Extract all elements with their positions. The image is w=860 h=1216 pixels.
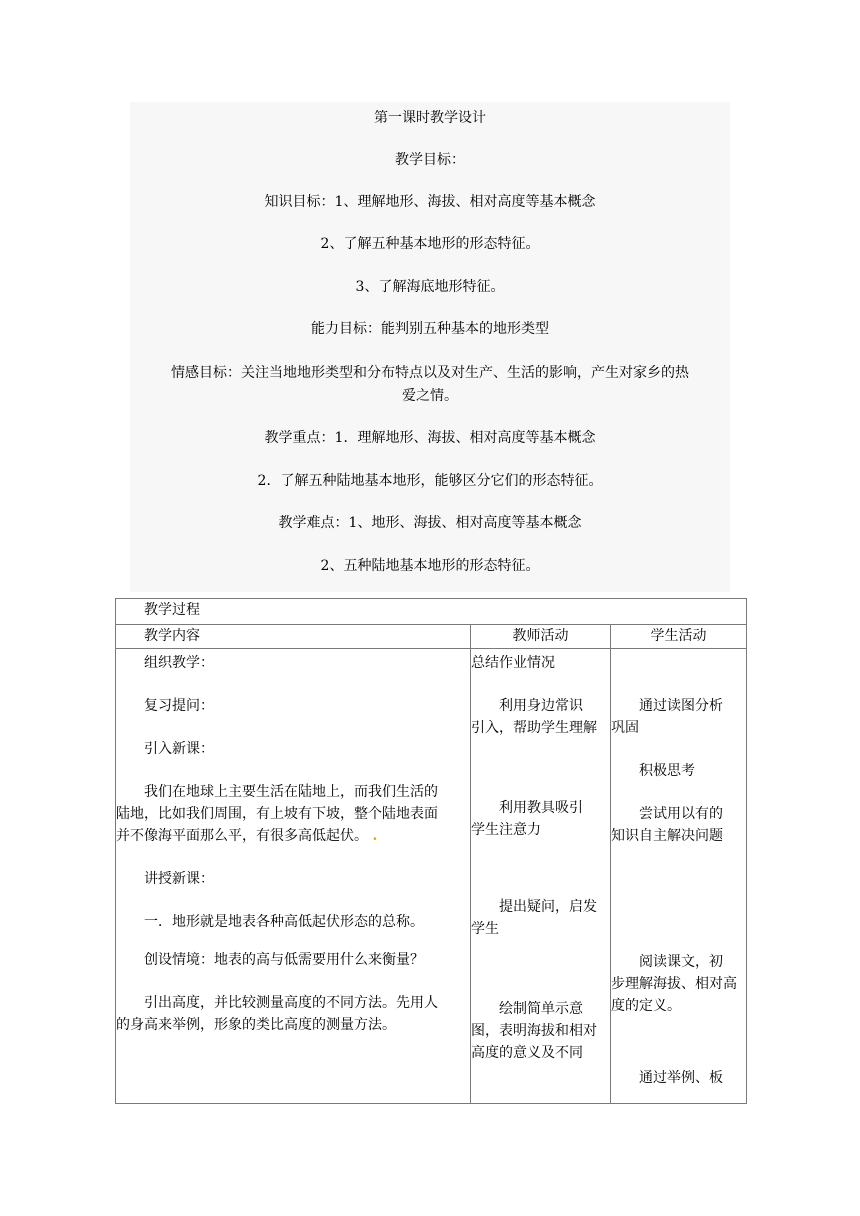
para1-line3-wrap xyxy=(116,825,470,847)
organize-text: 组织教学： xyxy=(144,655,214,671)
para2-line1: 引出高度，并比较测量高度的不同方法。先用人 xyxy=(144,995,438,1011)
difficult-point-1: 教学难点：1、地形、海拔、相对高度等基本概念 xyxy=(278,515,582,531)
student-activity-3-line1: 尝试用以有的 xyxy=(639,806,723,822)
content-cell xyxy=(116,649,471,1104)
header-content-cell xyxy=(116,625,471,649)
knowledge-objective-2: 2、了解五种基本地形的形态特征。 xyxy=(320,236,540,252)
key-point-1: 教学重点：1．理解地形、海拔、相对高度等基本概念 xyxy=(264,430,596,446)
teaching-process-table xyxy=(115,598,747,1104)
teacher-activity-4-line2: 学生 xyxy=(471,921,499,937)
teacher-activity-2-line1: 利用身边常识 xyxy=(499,698,583,714)
student-activity-1-line1: 通过读图分析 xyxy=(639,698,723,714)
para1-line2: 陆地，比如我们周围，有上坡有下坡，整个陆地表面 xyxy=(116,806,438,822)
page-title: 第一课时教学设计 xyxy=(374,110,486,126)
teacher-activity-5-line3: 高度的意义及不同 xyxy=(471,1045,583,1061)
teacher-activity-5-line1: 绘制简单示意 xyxy=(499,1001,583,1017)
para1-line1: 我们在地球上主要生活在陆地上，而我们生活的 xyxy=(144,784,438,800)
new-lesson-text: 讲授新课： xyxy=(144,871,214,887)
objectives-heading: 教学目标： xyxy=(395,152,465,168)
para2-line2: 的身高来举例，形象的类比高度的测量方法。 xyxy=(116,1017,396,1033)
scenario-text: 创设情境：地表的高与低需要用什么来衡量？ xyxy=(144,952,424,968)
knowledge-objective-1: 知识目标：1、理解地形、海拔、相对高度等基本概念 xyxy=(264,194,596,210)
teacher-activity-4-line1: 提出疑问，启发 xyxy=(499,899,597,915)
column-header-student: 学生活动 xyxy=(650,628,707,644)
point1-text: 一．地形就是地表各种高低起伏形态的总称。 xyxy=(144,914,424,930)
teacher-activity-5-line2: 图，表明海拔和相对 xyxy=(471,1023,597,1039)
emotion-objective-line2: 爱之情。 xyxy=(402,388,458,404)
teacher-activity-1: 总结作业情况 xyxy=(471,655,555,671)
process-label-cell xyxy=(116,599,747,625)
student-activity-1-line2: 巩固 xyxy=(611,720,639,736)
header-teacher-cell xyxy=(471,625,611,649)
student-activity-4-line2: 步理解海拔、相对高 xyxy=(611,976,737,992)
review-text: 复习提问： xyxy=(144,698,214,714)
highlight-mark-icon: . xyxy=(372,828,378,844)
column-header-content: 教学内容 xyxy=(144,628,200,644)
knowledge-objective-3: 3、了解海底地形特征。 xyxy=(355,279,505,295)
teacher-activity-3-line1: 利用教具吸引 xyxy=(499,800,583,816)
student-activity-2: 积极思考 xyxy=(639,763,695,779)
header-student-cell xyxy=(611,625,747,649)
key-point-2: 2．了解五种陆地基本地形，能够区分它们的形态特征。 xyxy=(257,473,603,489)
teacher-activity-cell xyxy=(471,649,611,1104)
student-activity-4-line1: 阅读课文，初 xyxy=(639,954,723,970)
intro-text: 引入新课： xyxy=(144,741,214,757)
ability-objective: 能力目标：能判别五种基本的地形类型 xyxy=(311,321,549,337)
student-activity-4-line3: 度的定义。 xyxy=(611,998,681,1014)
lesson-design-header xyxy=(130,102,730,592)
teacher-activity-2-line2: 引入，帮助学生理解 xyxy=(471,720,597,736)
column-header-teacher: 教师活动 xyxy=(512,628,569,644)
difficult-point-2: 2、五种陆地基本地形的形态特征。 xyxy=(320,558,540,574)
student-activity-cell xyxy=(611,649,747,1104)
process-label: 教学过程 xyxy=(144,602,200,618)
teacher-activity-3-line2: 学生注意力 xyxy=(471,822,541,838)
para1-line3: 并不像海平面那么平，有很多高低起伏。 xyxy=(116,828,368,844)
student-activity-3-line2: 知识自主解决问题 xyxy=(611,828,723,844)
emotion-objective-line1: 情感目标：关注当地地形类型和分布特点以及对生产、生活的影响，产生对家乡的热 xyxy=(171,365,689,381)
student-activity-5: 通过举例、板 xyxy=(639,1070,723,1086)
